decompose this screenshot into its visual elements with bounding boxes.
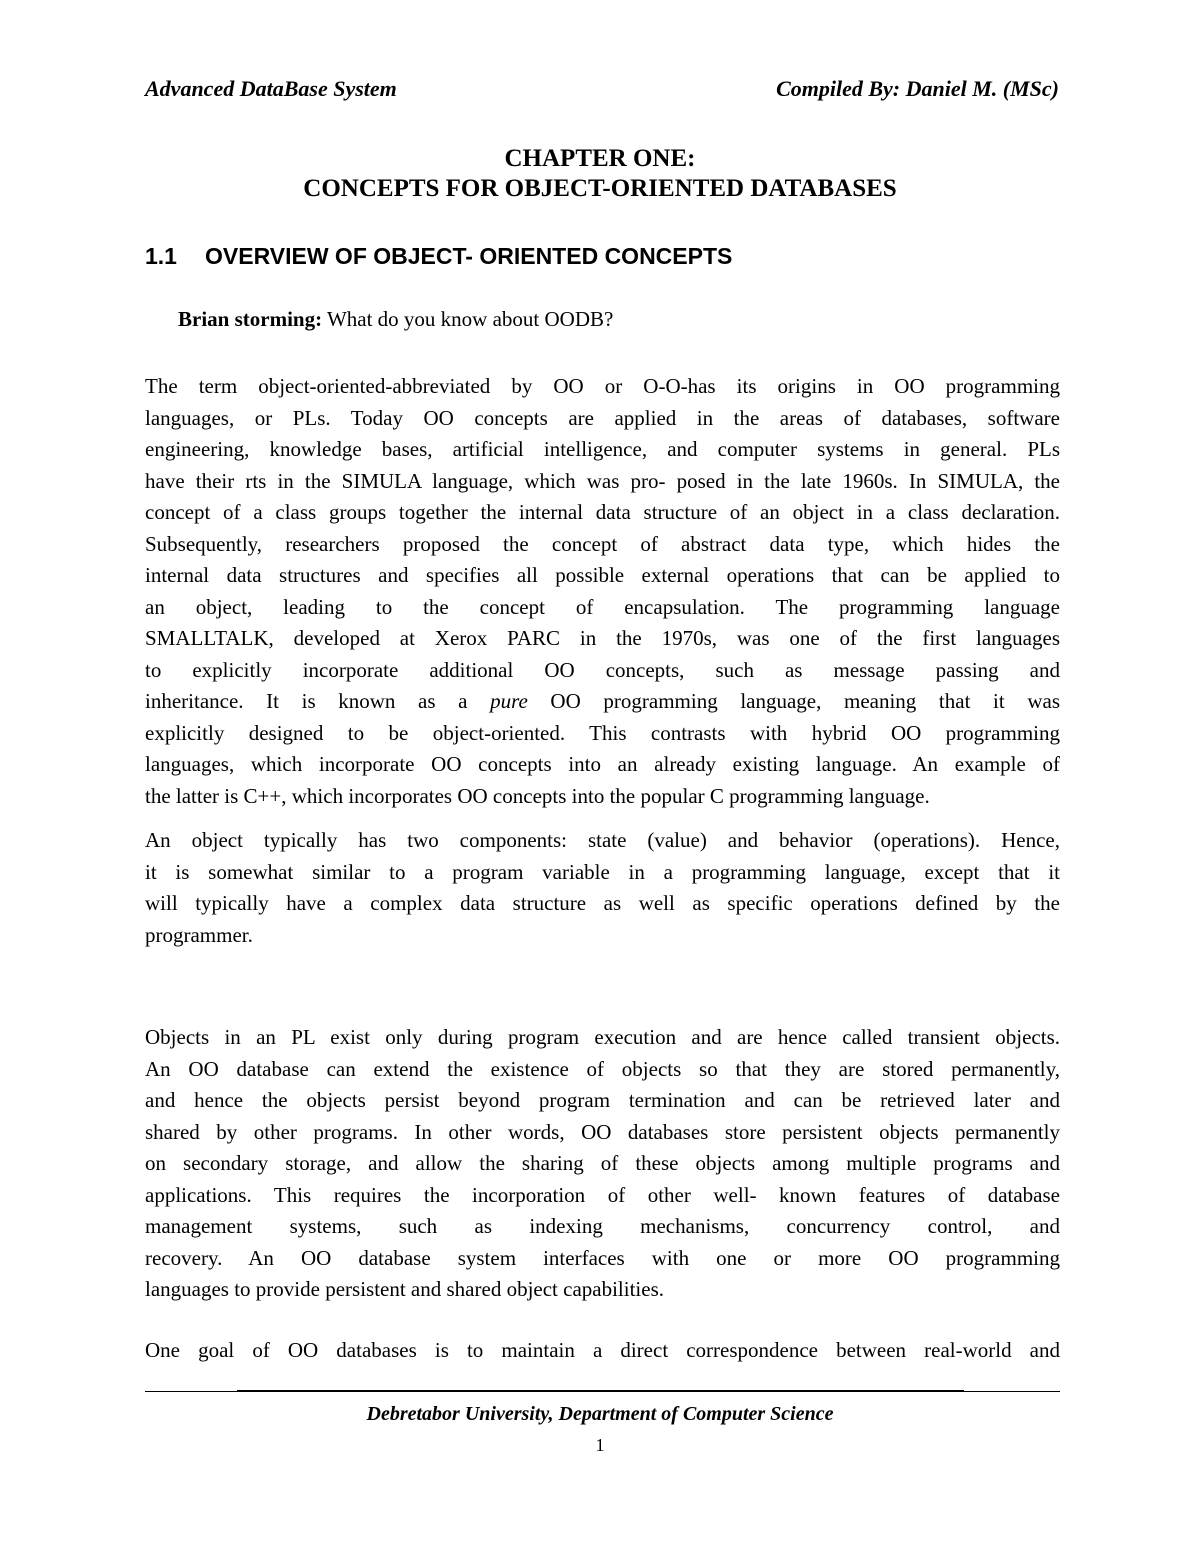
section-heading: [145, 243, 732, 270]
emphasis: pure: [490, 689, 528, 713]
paragraph-line: SMALLTALK, developed at Xerox PARC in the 1970s, was one of the first languages: [145, 626, 1060, 650]
paragraph-line: applications. This requires the incorporation of other well- known features of database: [145, 1182, 1060, 1207]
paragraph-line: Objects in an PL exist only during program execution and are hence called transient objects.: [145, 1025, 1060, 1049]
paragraph-line: will typically have a complex data structure as well as specific operations defined by the: [145, 891, 1060, 915]
paragraph-line: to explicitly incorporate additional OO concepts, such as message passing and: [145, 657, 1060, 682]
paragraph-line: shared by other programs. In other words, OO databases store persistent objects permanently: [145, 1119, 1060, 1144]
paragraph-line: on secondary storage, and allow the sharing of these objects among multiple programs and: [145, 1151, 1060, 1175]
paragraph-line: Subsequently, researchers proposed the concept of abstract data type, which hides the: [145, 531, 1060, 556]
running-header-title: Advanced DataBase System: [145, 76, 397, 101]
paragraph-line: concept of a class groups together the internal data structure of an object in a class declaration.: [145, 500, 1060, 524]
paragraph-line: have their rts in the SIMULA language, which was pro- posed in the late 1960s. In SIMULA, the: [145, 468, 1060, 493]
paragraph-line: programmer.: [145, 922, 253, 947]
footer-rule-accent: [237, 1390, 964, 1392]
brainstorming-label: Brian storming:: [178, 307, 323, 331]
section-number: 1.1: [145, 243, 177, 269]
section-title: OVERVIEW OF OBJECT- ORIENTED CONCEPTS: [205, 243, 733, 269]
paragraph-object-components: [145, 825, 1060, 951]
chapter-title: CONCEPTS FOR OBJECT-ORIENTED DATABASES: [303, 175, 897, 202]
paragraph-line: and hence the objects persist beyond program termination and can be retrieved later and: [145, 1088, 1060, 1112]
paragraph-line: An OO database can extend the existence of objects so that they are stored permanently,: [145, 1056, 1060, 1081]
chapter-number: CHAPTER ONE:: [504, 145, 696, 172]
brainstorming-question: What do you know about OODB?: [322, 307, 614, 331]
paragraph-line: an object, leading to the concept of encapsulation. The programming language: [145, 594, 1060, 619]
page-number: 1: [595, 1435, 605, 1455]
brainstorming-prompt: [178, 307, 613, 332]
paragraph-line: management systems, such as indexing mechanisms, concurrency control, and: [145, 1214, 1060, 1238]
footer-institution: Debretabor University, Department of Computer Science: [366, 1403, 834, 1425]
paragraph-line: internal data structures and specifies all possible external operations that can be applied to: [145, 563, 1060, 587]
paragraph-oodb-goal: [145, 1335, 1060, 1367]
paragraph-line: An object typically has two components: state (value) and behavior (operations). Hence,: [145, 828, 1060, 852]
paragraph-persistent-objects: [145, 1022, 1060, 1306]
running-header-author: Compiled By: Daniel M. (MSc): [776, 76, 1059, 101]
paragraph-line: inheritance. It is known as a pure OO programming language, meaning that it was: [145, 689, 1060, 713]
paragraph-line: languages, or PLs. Today OO concepts are applied in the areas of databases, software: [145, 405, 1060, 430]
paragraph-line: explicitly designed to be object-oriented. This contrasts with hybrid OO programming: [145, 720, 1060, 745]
paragraph-line: languages to provide persistent and shared object capabilities.: [145, 1277, 665, 1301]
paragraph-line: languages, which incorporate OO concepts into an already existing language. An example of: [145, 752, 1060, 776]
paragraph-oo-origins: [145, 371, 1060, 812]
paragraph-line: recovery. An OO database system interfaces with one or more OO programming: [145, 1245, 1060, 1270]
paragraph-line: the latter is C++, which incorporates OO concepts into the popular C programming language.: [145, 783, 930, 808]
paragraph-line: The term object-oriented-abbreviated by OO or O-O-has its origins in OO programming: [145, 374, 1060, 398]
paragraph-line: it is somewhat similar to a program variable in a programming language, except that it: [145, 859, 1060, 884]
paragraph-line: engineering, knowledge bases, artificial intelligence, and computer systems in general. PLs: [145, 437, 1060, 461]
paragraph-line: One goal of OO databases is to maintain a direct correspondence between real-world and: [145, 1338, 1060, 1362]
